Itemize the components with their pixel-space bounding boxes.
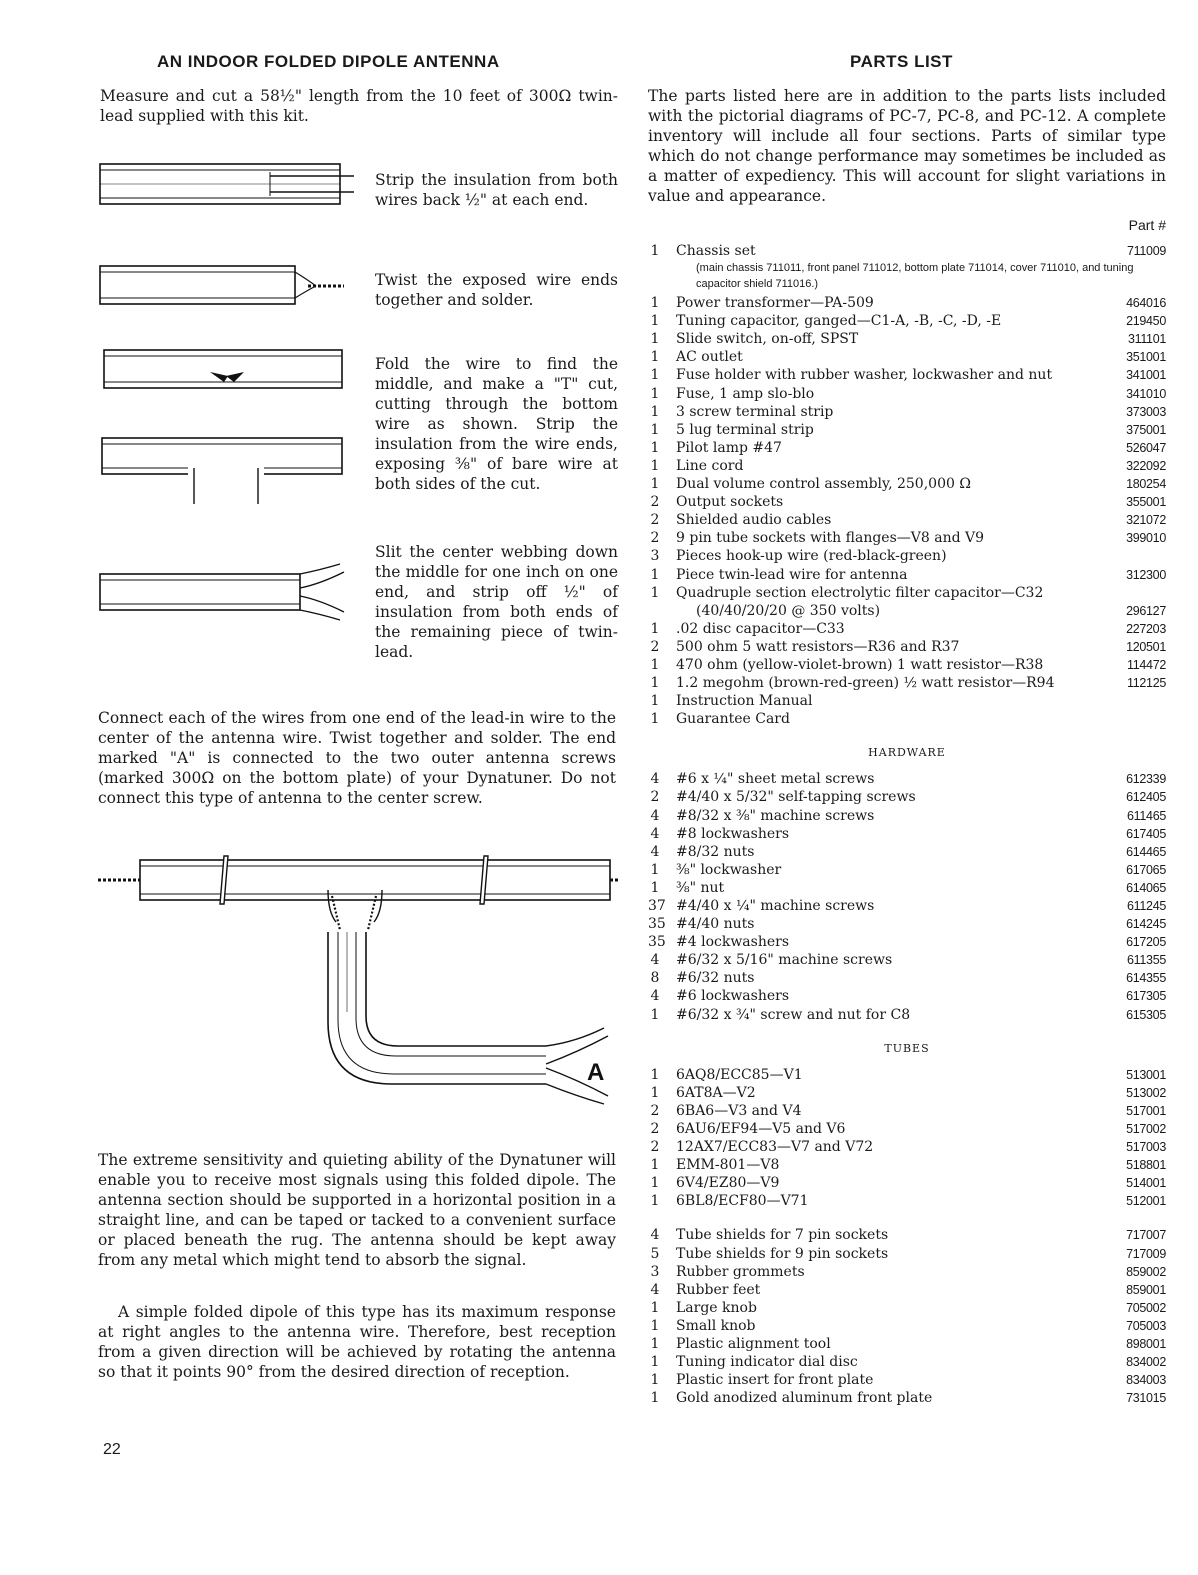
description: Rubber feet <box>676 1281 761 1298</box>
quantity: 4 <box>650 771 660 788</box>
quantity: 4 <box>650 1281 660 1298</box>
table-row <box>648 602 1166 620</box>
part-number: 612339 <box>1126 772 1166 787</box>
description: 6AQ8/ECC85—V1 <box>676 1066 803 1083</box>
part-number: 112125 <box>1127 676 1166 691</box>
description: (40/40/20/20 @ 350 volts) <box>696 602 881 619</box>
quantity: 1 <box>650 1006 660 1023</box>
table-row <box>648 1006 1166 1024</box>
part-number: 611465 <box>1127 808 1166 823</box>
table-row <box>648 1317 1166 1335</box>
table-row <box>648 897 1166 915</box>
quantity: 1 <box>650 1299 660 1316</box>
description: .02 disc capacitor—C33 <box>676 620 845 637</box>
description: Tube shields for 7 pin sockets <box>676 1227 889 1244</box>
quantity: 2 <box>650 638 660 655</box>
tubes-section-title: TUBES <box>884 1041 930 1055</box>
table-row <box>648 421 1166 439</box>
part-number: 617065 <box>1126 862 1166 877</box>
quantity: 4 <box>650 952 660 969</box>
part-number: 514001 <box>1126 1176 1166 1191</box>
connect-paragraph: Connect each of the wires from one end of the lead-in wire to the center of the antenna wire. Twist together and solder. The end marked "A" is connected to the two outer antenna screws (marked 300Ω on the bottom plate) of your Dynatuner. Do not connect this type of antenna to the center screw. <box>98 709 616 807</box>
quantity: 1 <box>650 421 660 438</box>
step-slit-webbing: Slit the center webbing down the middle for one inch on one end, and strip off ½" of insulation from both ends of the remaining piece of twin-lead. <box>375 543 618 661</box>
table-row <box>648 1174 1166 1192</box>
description: 6V4/EZ80—V9 <box>676 1175 780 1192</box>
quantity: 3 <box>650 548 660 565</box>
quantity: 1 <box>650 295 660 312</box>
table-row <box>648 493 1166 511</box>
hardware-section-title: HARDWARE <box>868 746 946 760</box>
description: #6/32 x ¾" screw and nut for C8 <box>676 1006 911 1023</box>
part-number: 312300 <box>1126 567 1166 582</box>
quantity: 1 <box>650 711 660 728</box>
part-number: 617305 <box>1126 989 1166 1004</box>
table-row <box>648 861 1166 879</box>
table-row <box>648 1084 1166 1102</box>
table-row <box>648 1389 1166 1407</box>
table-row <box>648 547 1166 565</box>
part-number: 341010 <box>1126 386 1166 401</box>
table-row <box>648 933 1166 951</box>
table-row <box>648 1138 1166 1156</box>
quantity: 1 <box>650 584 660 601</box>
quantity: 35 <box>648 934 666 951</box>
part-number-header: Part # <box>1128 217 1166 233</box>
part-number: 227203 <box>1126 621 1166 636</box>
description: Small knob <box>676 1317 756 1334</box>
sensitivity-paragraph: The extreme sensitivity and quieting ability of the Dynatuner will enable you to receive most signals using this folded dipole. The antenna section should be supported in a horizontal position in a straight line, and can be taped or tacked to a convenient surface or placed beneath the rug. The antenna should be kept away from any metal which might tend to absorb the signal. <box>98 1151 616 1269</box>
part-number: 859001 <box>1126 1282 1166 1297</box>
description: Dual volume control assembly, 250,000 Ω <box>676 476 971 493</box>
quantity: 1 <box>650 331 660 348</box>
description: #4/40 x 5/32" self-tapping screws <box>676 789 916 806</box>
quantity: 1 <box>650 1354 660 1371</box>
description: Guarantee Card <box>676 711 790 728</box>
description: Plastic alignment tool <box>676 1335 831 1352</box>
description: 6AT8A—V2 <box>676 1084 756 1101</box>
quantity: 4 <box>650 843 660 860</box>
description: EMM-801—V8 <box>676 1157 780 1174</box>
quantity: 2 <box>650 1139 660 1156</box>
quantity: 1 <box>650 313 660 330</box>
part-number: 611245 <box>1127 899 1166 913</box>
part-number: 114472 <box>1127 657 1166 672</box>
description: 5 lug terminal strip <box>676 421 814 438</box>
step-twist-ends: Twist the exposed wire ends together and solder. <box>375 271 618 309</box>
part-number: 859002 <box>1126 1264 1166 1279</box>
quantity: 1 <box>650 367 660 384</box>
description: Pilot lamp #47 <box>676 439 782 456</box>
table-row <box>648 584 1166 602</box>
description: Pieces hook-up wire (red-black-green) <box>676 548 947 565</box>
description: Tuning indicator dial disc <box>676 1354 858 1371</box>
part-number: 512001 <box>1126 1194 1166 1209</box>
table-row <box>648 807 1166 825</box>
quantity: 3 <box>650 1263 660 1280</box>
quantity: 2 <box>650 1120 660 1137</box>
figure-strip-insulation <box>98 160 358 210</box>
description: Shielded audio cables <box>676 512 832 529</box>
part-number: 513001 <box>1126 1067 1166 1082</box>
table-row <box>648 312 1166 330</box>
table-row <box>648 1245 1166 1263</box>
antenna-end-label: A <box>587 1059 605 1086</box>
table-row <box>648 638 1166 656</box>
table-row <box>648 294 1166 312</box>
description: Tube shields for 9 pin sockets <box>676 1245 889 1262</box>
part-number: 373003 <box>1126 404 1166 419</box>
description: Tuning capacitor, ganged—C1-A, -B, -C, -D, -E <box>676 313 1002 330</box>
part-number: 898001 <box>1126 1336 1166 1351</box>
description: Slide switch, on-off, SPST <box>676 331 859 348</box>
description: Fuse holder with rubber washer, lockwasher and nut <box>676 367 1053 384</box>
description: #6/32 nuts <box>676 970 755 987</box>
table-row <box>648 1226 1166 1244</box>
quantity: 4 <box>650 1227 660 1244</box>
part-number: 611355 <box>1127 953 1166 968</box>
description: 470 ohm (yellow-violet-brown) 1 watt resistor—R38 <box>676 656 1044 673</box>
quantity: 1 <box>650 1175 660 1192</box>
part-number: 614355 <box>1126 971 1166 986</box>
description: 9 pin tube sockets with flanges—V8 and V9 <box>676 530 985 547</box>
quantity: 1 <box>650 1084 660 1101</box>
description: ⅜" lockwasher <box>676 861 782 878</box>
description: 500 ohm 5 watt resistors—R36 and R37 <box>676 638 960 655</box>
quantity: 1 <box>650 403 660 420</box>
part-number: 355001 <box>1126 495 1166 510</box>
table-row <box>648 770 1166 788</box>
description: Plastic insert for front plate <box>676 1372 874 1389</box>
description: #6 x ¼" sheet metal screws <box>676 771 875 788</box>
part-number: 311101 <box>1127 332 1166 347</box>
quantity: 1 <box>650 861 660 878</box>
quantity: 1 <box>650 1335 660 1352</box>
quantity: 1 <box>650 439 660 456</box>
step-t-cut: Fold the wire to find the middle, and make a "T" cut, cutting through the bottom wire as shown. Strip the insulation from the wire ends, exposing ⅜" of bare wire at both sides of the cut. <box>375 355 618 493</box>
table-row <box>648 692 1166 710</box>
table-row <box>648 915 1166 933</box>
quantity: 2 <box>650 530 660 547</box>
table-row <box>648 529 1166 547</box>
step-strip-insulation: Strip the insulation from both wires back ½" at each end. <box>375 171 618 209</box>
quantity: 2 <box>650 789 660 806</box>
table-row <box>648 951 1166 969</box>
part-number: 614245 <box>1126 917 1166 932</box>
quantity: 1 <box>650 1193 660 1210</box>
description: Fuse, 1 amp slo-blo <box>676 385 815 402</box>
part-number: 612405 <box>1126 790 1166 805</box>
table-row <box>648 1192 1166 1210</box>
table-row <box>648 1281 1166 1299</box>
table-row <box>648 330 1166 348</box>
table-row <box>648 1120 1166 1138</box>
quantity: 1 <box>650 385 660 402</box>
figure-t-cut <box>98 346 348 506</box>
table-row <box>648 1371 1166 1389</box>
part-number: 399010 <box>1126 531 1166 546</box>
table-row <box>648 403 1166 421</box>
description: Line cord <box>676 457 744 474</box>
part-number: 219450 <box>1126 314 1166 329</box>
part-number: 513002 <box>1126 1085 1166 1100</box>
table-row <box>648 1102 1166 1120</box>
parts-list-intro: The parts listed here are in addition to the parts lists included with the pictorial diagrams of PC-7, PC-8, and PC-12. A complete inventory will include all four sections. Parts of similar type which do not change performance may sometimes be included as a matter of expediency. This will account for slight variations in value and appearance. <box>648 87 1166 205</box>
table-row <box>648 969 1166 987</box>
table-row <box>648 457 1166 475</box>
description: Quadruple section electrolytic filter capacitor—C32 <box>676 584 1044 601</box>
quantity: 1 <box>650 1317 660 1334</box>
part-number: 518801 <box>1126 1158 1166 1173</box>
quantity: 2 <box>650 512 660 529</box>
part-number: 717009 <box>1126 1246 1166 1261</box>
part-number: 517001 <box>1126 1103 1166 1118</box>
table-row <box>648 366 1166 384</box>
description: ⅜" nut <box>676 879 725 896</box>
quantity: 1 <box>650 675 660 692</box>
response-paragraph: A simple folded dipole of this type has its maximum response at right angles to the antenna wire. Therefore, best reception from a given direction will be achieved by rotating the antenna so that it points 90° from the desired direction of reception. <box>98 1303 616 1381</box>
part-number: 705003 <box>1126 1318 1166 1333</box>
table-row <box>648 620 1166 638</box>
quantity: 2 <box>650 1102 660 1119</box>
description: Rubber grommets <box>676 1263 805 1280</box>
description: 6BL8/ECF80—V71 <box>676 1193 809 1210</box>
antenna-section-title: AN INDOOR FOLDED DIPOLE ANTENNA <box>157 52 500 71</box>
description: #4 lockwashers <box>676 934 790 951</box>
antenna-intro: Measure and cut a 58½" length from the 10 feet of 300Ω twin-lead supplied with this kit. <box>100 87 618 125</box>
table-row <box>648 788 1166 806</box>
description: 12AX7/ECC83—V7 and V72 <box>676 1139 874 1156</box>
description: 6BA6—V3 and V4 <box>676 1102 802 1119</box>
part-number: 351001 <box>1126 350 1166 365</box>
table-row <box>648 475 1166 493</box>
description: #8/32 x ⅜" machine screws <box>676 807 875 824</box>
description: Instruction Manual <box>676 693 813 710</box>
part-number: 615305 <box>1126 1007 1166 1022</box>
table-row <box>648 674 1166 692</box>
table-row <box>648 1263 1166 1281</box>
table-row <box>648 987 1166 1005</box>
table-row <box>648 879 1166 897</box>
part-number: 834003 <box>1126 1373 1166 1388</box>
description: Piece twin-lead wire for antenna <box>676 566 908 583</box>
part-number: 834002 <box>1126 1355 1166 1370</box>
part-number: 322092 <box>1126 458 1166 473</box>
part-number: 120501 <box>1126 639 1166 654</box>
quantity: 1 <box>650 457 660 474</box>
description: 3 screw terminal strip <box>676 403 834 420</box>
quantity: 1 <box>650 1390 660 1407</box>
quantity: 1 <box>650 620 660 637</box>
quantity: 1 <box>650 476 660 493</box>
quantity: 1 <box>650 1157 660 1174</box>
part-number: 614465 <box>1126 844 1166 859</box>
part-number: 375001 <box>1126 422 1166 437</box>
quantity: 1 <box>650 566 660 583</box>
figure-twist-ends <box>98 262 348 308</box>
quantity: 1 <box>650 1372 660 1389</box>
description: AC outlet <box>676 349 743 366</box>
table-row <box>648 656 1166 674</box>
quantity: 1 <box>650 879 660 896</box>
page-number: 22 <box>103 1441 121 1458</box>
table-row <box>648 1335 1166 1353</box>
table-row <box>648 566 1166 584</box>
part-number: 717007 <box>1126 1228 1166 1243</box>
part-number: 526047 <box>1126 440 1166 455</box>
quantity: 37 <box>648 898 666 914</box>
part-number: 321072 <box>1126 513 1166 528</box>
quantity: 4 <box>650 807 660 824</box>
quantity: 4 <box>650 825 660 842</box>
table-row <box>648 348 1166 366</box>
part-number: 617405 <box>1126 826 1166 841</box>
table-row <box>648 511 1166 529</box>
description: #4/40 x ¼" machine screws <box>676 898 875 914</box>
description: #6/32 x 5/16" machine screws <box>676 952 893 969</box>
part-number: 517003 <box>1126 1140 1166 1155</box>
description: 6AU6/EF94—V5 and V6 <box>676 1120 846 1137</box>
table-row <box>648 385 1166 403</box>
description: #8 lockwashers <box>676 825 790 842</box>
part-number: 731015 <box>1126 1391 1166 1406</box>
quantity: 8 <box>650 970 660 987</box>
description: Large knob <box>676 1299 757 1316</box>
part-number: 296127 <box>1126 603 1166 618</box>
quantity: 2 <box>650 494 660 511</box>
quantity: 4 <box>650 988 660 1005</box>
table-row <box>648 843 1166 861</box>
description: #4/40 nuts <box>676 916 755 933</box>
part-number: 705002 <box>1126 1300 1166 1315</box>
table-row <box>648 825 1166 843</box>
description: Output sockets <box>676 494 784 511</box>
chassis-note: (main chassis 711011, front panel 711012, bottom plate 711014, cover 711010, and tuning capacitor shield 711016.) <box>696 262 1134 291</box>
parts-table <box>648 242 1166 1407</box>
table-row <box>648 1066 1166 1084</box>
quantity: 1 <box>650 349 660 366</box>
quantity: 1 <box>650 1066 660 1083</box>
part-number: 341001 <box>1126 368 1166 383</box>
description: Gold anodized aluminum front plate <box>676 1390 933 1407</box>
table-row <box>648 1299 1166 1317</box>
description: 1.2 megohm (brown-red-green) ½ watt resistor—R94 <box>676 675 1055 692</box>
table-row <box>648 1353 1166 1371</box>
table-row <box>648 710 1166 728</box>
description: #8/32 nuts <box>676 843 755 860</box>
part-number: 617205 <box>1126 935 1166 950</box>
part-number: 517002 <box>1126 1121 1166 1136</box>
description: #6 lockwashers <box>676 988 790 1005</box>
description: Power transformer—PA-509 <box>676 295 874 312</box>
figure-slit-webbing <box>98 562 348 622</box>
table-row <box>648 439 1166 457</box>
quantity: 35 <box>648 916 666 933</box>
parts-list-title: PARTS LIST <box>850 52 953 71</box>
quantity: 1 <box>650 656 660 673</box>
antenna-assembly-diagram <box>96 852 626 1112</box>
quantity: 5 <box>650 1245 660 1262</box>
table-row <box>648 1156 1166 1174</box>
part-number: 180254 <box>1126 477 1166 492</box>
part-number: 614065 <box>1126 880 1166 895</box>
part-number: 464016 <box>1126 296 1166 311</box>
table-row: 1 Chassis set 711009 <box>650 243 1166 259</box>
quantity: 1 <box>650 693 660 710</box>
